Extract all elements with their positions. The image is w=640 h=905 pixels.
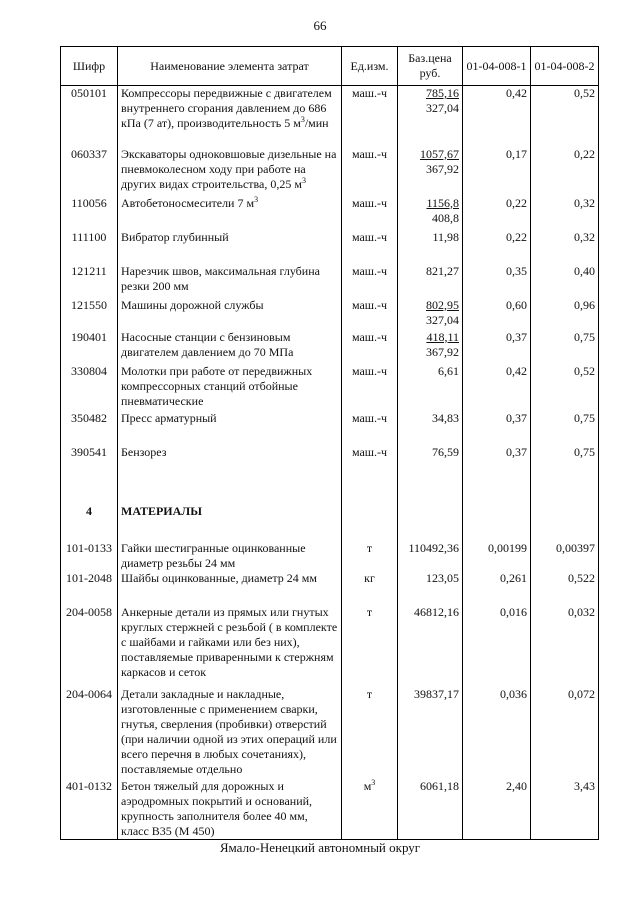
value-cell-2 [531, 445, 599, 483]
unit-cell [342, 230, 398, 264]
code-text: 060337 [71, 146, 107, 161]
unit-cell [342, 298, 398, 330]
price-cell [398, 230, 463, 264]
machine-row [61, 147, 599, 196]
code-text: 204-0064 [66, 686, 112, 701]
code-cell [61, 86, 118, 147]
name-cell [118, 687, 342, 779]
name-text: Молотки при работе от передвижных компрессорных станций отбойные пневматические [121, 363, 313, 408]
unit-text: маш.-ч [351, 229, 388, 244]
name-text: Бетон тяжелый для дорожных и аэродромных покрытий и оснований, крупность заполнителя более 40 мм, класс В35 (М 450) [121, 778, 313, 838]
name-cell [118, 445, 342, 483]
material-row [61, 605, 599, 687]
machine-row [61, 330, 599, 364]
value-2: 0,522 [568, 570, 595, 585]
value-cell-1 [463, 605, 531, 687]
price-bottom: 327,04 [426, 101, 459, 115]
price-text: 46812,16 [414, 604, 459, 619]
value-1: 0,17 [506, 146, 527, 161]
machine-row [61, 298, 599, 330]
code-text: 204-0058 [66, 604, 112, 619]
name-text: Гайки шестигранные оцинкованные диаметр резьбы 24 мм [121, 540, 306, 570]
name-sup: 3 [254, 194, 259, 204]
code-text: 110056 [71, 195, 107, 210]
code-text: 101-2048 [66, 570, 112, 585]
value-1: 0,22 [506, 229, 527, 244]
name-cell [118, 147, 342, 196]
value-2: 0,072 [568, 686, 595, 701]
value-cell-2 [531, 571, 599, 605]
code-text: 121550 [71, 297, 107, 312]
machine-row [61, 411, 599, 445]
empty-cell [342, 483, 398, 541]
value-1: 0,35 [506, 263, 527, 278]
value-cell-2 [531, 779, 599, 840]
value-cell-1 [463, 687, 531, 779]
material-row [61, 541, 599, 571]
value-cell-2 [531, 264, 599, 298]
page-number: 66 [313, 18, 327, 33]
price-bottom: 367,92 [426, 161, 459, 176]
header-name: Наименование элемента затрат [118, 47, 342, 86]
price-top: 1156,8 [426, 195, 459, 210]
price-cell [398, 364, 463, 411]
unit-cell [342, 445, 398, 483]
value-cell-1 [463, 196, 531, 230]
machine-row [61, 264, 599, 298]
machine-row [61, 230, 599, 264]
section-number [61, 483, 118, 541]
code-cell [61, 541, 118, 571]
code-text: 190401 [71, 329, 107, 344]
price-top: 785,16 [426, 86, 459, 100]
header-unit: Ед.изм. [342, 47, 398, 86]
code-cell [61, 571, 118, 605]
value-2: 0,32 [574, 229, 595, 244]
value-2: 0,75 [574, 444, 595, 459]
value-cell-1 [463, 330, 531, 364]
code-text: 401-0132 [66, 778, 112, 793]
name-text: Компрессоры передвижные с двигателем внутреннего сгорания давлением до 686 кПа (7 ат), производительность 5 м [121, 86, 332, 130]
value-cell-1 [463, 364, 531, 411]
price-cell [398, 196, 463, 230]
value-cell-2 [531, 605, 599, 687]
name-cell [118, 605, 342, 687]
value-1: 0,42 [506, 363, 527, 378]
unit-text: маш.-ч [351, 263, 388, 278]
code-cell [61, 687, 118, 779]
price-bottom: 327,04 [426, 312, 459, 327]
empty-cell [463, 483, 531, 541]
price-cell [398, 445, 463, 483]
value-cell-1 [463, 86, 531, 147]
header-col2: 01-04-008-2 [531, 47, 599, 86]
unit-text: т [366, 540, 373, 555]
value-1: 0,036 [500, 686, 527, 701]
code-text: 350482 [71, 410, 107, 425]
name-cell [118, 779, 342, 840]
name-text: Вибратор глубинный [121, 229, 229, 244]
section-title-text: МАТЕРИАЛЫ [121, 504, 202, 518]
name-cell [118, 541, 342, 571]
name-cell [118, 411, 342, 445]
unit-text: маш.-ч [351, 410, 388, 425]
price-bottom: 367,92 [426, 344, 459, 359]
value-cell-2 [531, 330, 599, 364]
header-col1: 01-04-008-1 [463, 47, 531, 86]
value-2: 0,96 [574, 297, 595, 312]
material-row [61, 571, 599, 605]
unit-cell [342, 411, 398, 445]
empty-cell [398, 483, 463, 541]
value-cell-1 [463, 411, 531, 445]
value-2: 3,43 [574, 778, 595, 793]
price-cell [398, 330, 463, 364]
value-cell-1 [463, 541, 531, 571]
unit-cell [342, 330, 398, 364]
name-cell [118, 330, 342, 364]
value-1: 2,40 [506, 778, 527, 793]
price-bottom: 408,8 [432, 210, 459, 225]
name-cell [118, 364, 342, 411]
value-2: 0,00397 [556, 540, 595, 555]
price-cell [398, 687, 463, 779]
name-text: Насосные станции с бензиновым двигателем давлением до 70 МПа [121, 329, 294, 359]
value-cell-1 [463, 230, 531, 264]
unit-cell [342, 196, 398, 230]
unit-cell [342, 86, 398, 147]
value-2: 0,75 [574, 329, 595, 344]
unit-cell [342, 364, 398, 411]
machine-row [61, 364, 599, 411]
price-cell [398, 541, 463, 571]
value-1: 0,016 [500, 604, 527, 619]
value-1: 0,37 [506, 329, 527, 344]
value-cell-1 [463, 147, 531, 196]
value-cell-1 [463, 571, 531, 605]
machine-row [61, 196, 599, 230]
price-top: 76,59 [432, 444, 459, 459]
name-cell [118, 571, 342, 605]
unit-text: маш.-ч [351, 86, 388, 100]
value-2: 0,22 [574, 146, 595, 161]
price-top: 418,11 [426, 329, 459, 344]
unit-sup: 3 [371, 777, 376, 787]
price-cell [398, 605, 463, 687]
unit-text: маш.-ч [351, 363, 388, 378]
unit-cell [342, 264, 398, 298]
unit-text: т [366, 686, 373, 701]
unit-cell [342, 779, 398, 840]
price-top: 34,83 [432, 410, 459, 425]
value-cell-2 [531, 86, 599, 147]
price-top: 1057,67 [420, 146, 459, 161]
empty-cell [531, 483, 599, 541]
header-code: Шифр [61, 47, 118, 86]
unit-text: т [366, 604, 373, 619]
price-table [60, 46, 599, 840]
name-cell [118, 86, 342, 147]
section-title [118, 483, 342, 541]
value-2: 0,032 [568, 604, 595, 619]
price-cell [398, 264, 463, 298]
value-2: 0,52 [574, 86, 595, 100]
price-top: 821,27 [426, 263, 459, 278]
unit-cell [342, 147, 398, 196]
price-top: 802,95 [426, 297, 459, 312]
value-1: 0,60 [506, 297, 527, 312]
value-cell-2 [531, 541, 599, 571]
name-text: Машины дорожной службы [121, 297, 264, 312]
unit-text: маш.-ч [351, 297, 388, 312]
price-top: 11,98 [432, 229, 459, 244]
value-1: 0,37 [506, 410, 527, 425]
code-text: 111100 [71, 229, 107, 244]
code-text: 390541 [71, 444, 107, 459]
value-1: 0,37 [506, 444, 527, 459]
value-1: 0,261 [500, 570, 527, 585]
machine-row [61, 445, 599, 483]
price-text: 123,05 [426, 570, 459, 585]
code-text: 101-0133 [66, 540, 112, 555]
unit-cell [342, 605, 398, 687]
value-cell-2 [531, 411, 599, 445]
code-cell [61, 779, 118, 840]
unit-text: маш.-ч [351, 195, 388, 210]
value-2: 0,75 [574, 410, 595, 425]
unit-text: маш.-ч [351, 329, 388, 344]
name-text: Шайбы оцинкованные, диаметр 24 мм [121, 570, 317, 585]
name-sup: 3 [301, 175, 306, 185]
name-sup: 3 [300, 115, 305, 124]
code-cell [61, 445, 118, 483]
machine-row [61, 86, 599, 147]
value-2: 0,52 [574, 363, 595, 378]
value-cell-2 [531, 147, 599, 196]
price-cell [398, 86, 463, 147]
name-tail: /мин [304, 116, 329, 130]
name-text: Экскаваторы одноковшовые дизельные на пневмоколесном ходу при работе на других видах строительства, 0,25 м [121, 146, 337, 191]
unit-text: маш.-ч [351, 146, 388, 161]
price-text: 39837,17 [414, 686, 459, 701]
material-row [61, 779, 599, 840]
code-text: 121211 [71, 263, 107, 278]
name-text: Анкерные детали из прямых или гнутых круглых стержней с резьбой ( в комплекте с шайбами и гайками или без них), поставляемые приваренными к стержням каркасов и сеток [121, 604, 338, 679]
value-1: 0,22 [506, 195, 527, 210]
price-cell [398, 411, 463, 445]
unit-text: кг [364, 570, 375, 585]
name-text: Пресс арматурный [121, 410, 217, 425]
name-text: Бензорез [121, 444, 167, 459]
code-cell [61, 147, 118, 196]
name-text: Нарезчик швов, максимальная глубина резки 200 мм [121, 263, 320, 293]
name-text: Детали закладные и накладные, изготовленные с применением сварки, гнутья, сверления (пробивки) отверстий (при наличии одной из этих операций или всего перечня в любых сочетаниях), поставляемые отдельно [121, 686, 337, 776]
price-cell [398, 779, 463, 840]
header-price: Баз.цена руб. [398, 47, 463, 86]
name-text: Автобетоносмесители 7 м [121, 195, 255, 210]
code-cell [61, 605, 118, 687]
code-text: 330804 [71, 363, 107, 378]
code-cell [61, 330, 118, 364]
table-header-row [61, 47, 599, 86]
value-1: 0,42 [506, 86, 527, 100]
value-cell-1 [463, 298, 531, 330]
value-1: 0,00199 [488, 540, 527, 555]
value-2: 0,32 [574, 195, 595, 210]
value-cell-2 [531, 230, 599, 264]
section-number-text: 4 [86, 504, 92, 518]
unit-cell [342, 541, 398, 571]
name-cell [118, 196, 342, 230]
unit-text: м [363, 778, 372, 793]
value-cell-2 [531, 196, 599, 230]
value-cell-2 [531, 364, 599, 411]
name-cell [118, 264, 342, 298]
code-cell [61, 411, 118, 445]
unit-cell [342, 687, 398, 779]
code-cell [61, 230, 118, 264]
price-cell [398, 298, 463, 330]
price-cell [398, 147, 463, 196]
unit-text: маш.-ч [351, 444, 388, 459]
code-cell [61, 364, 118, 411]
value-cell-1 [463, 779, 531, 840]
price-text: 6061,18 [420, 778, 459, 793]
code-cell [61, 298, 118, 330]
footer-region: Ямало-Ненецкий автономный округ [219, 840, 421, 855]
material-row [61, 687, 599, 779]
value-cell-1 [463, 445, 531, 483]
price-text: 110492,36 [408, 540, 459, 555]
price-cell [398, 571, 463, 605]
value-cell-2 [531, 298, 599, 330]
value-cell-1 [463, 264, 531, 298]
name-cell [118, 298, 342, 330]
section-row [61, 483, 599, 541]
value-cell-2 [531, 687, 599, 779]
value-2: 0,40 [574, 263, 595, 278]
code-cell [61, 264, 118, 298]
code-cell [61, 196, 118, 230]
name-cell [118, 230, 342, 264]
code-text: 050101 [71, 86, 107, 100]
price-top: 6,61 [438, 363, 459, 378]
unit-cell [342, 571, 398, 605]
